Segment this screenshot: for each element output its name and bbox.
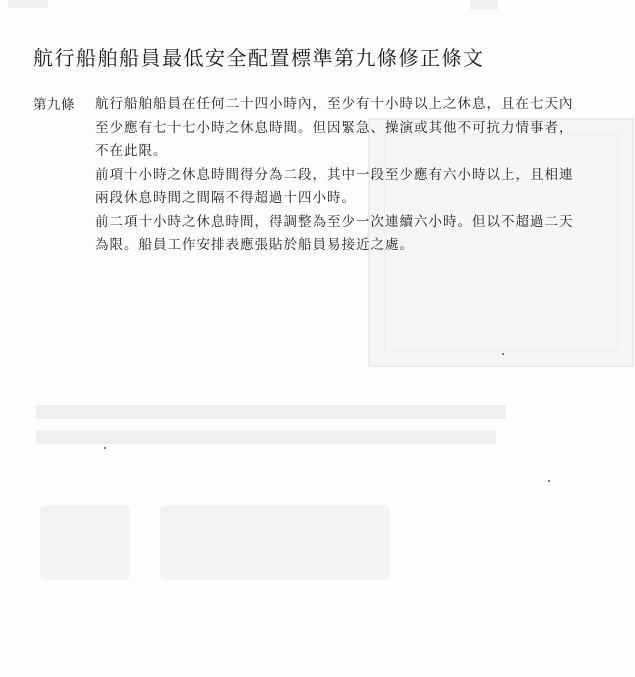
show-through-line bbox=[36, 405, 506, 419]
article-body bbox=[95, 93, 595, 258]
article-line: 前項十小時之休息時間得分為二段，其中一段至少應有六小時以上，且相連 bbox=[95, 166, 574, 183]
article-line: 不在此限。 bbox=[95, 143, 168, 159]
scan-mark bbox=[8, 0, 48, 8]
article-line: 前二項十小時之休息時間，得調整為至少一次連續六小時。但以不超過二天 bbox=[95, 213, 574, 230]
show-through-line bbox=[36, 430, 496, 444]
article-line: 至少應有七十七小時之休息時間。但因緊急、操演或其他不可抗力情事者， bbox=[95, 119, 574, 136]
scan-mark bbox=[470, 0, 498, 10]
document-title: 航行船舶船員最低安全配置標準第九條修正條文 bbox=[33, 46, 485, 70]
article-line: 航行船舶船員在任何二十四小時內，至少有十小時以上之休息，且在七天內 bbox=[95, 96, 574, 112]
scan-speck bbox=[104, 447, 106, 449]
signature-show-through bbox=[160, 505, 390, 580]
article-label: 第九條 bbox=[33, 97, 75, 113]
scan-speck bbox=[548, 480, 550, 482]
signature-show-through bbox=[40, 505, 130, 580]
scan-speck bbox=[502, 353, 504, 355]
article-line: 為限。船員工作安排表應張貼於船員易接近之處。 bbox=[95, 237, 414, 253]
article-line: 兩段休息時間之間隔不得超過十四小時。 bbox=[95, 190, 356, 206]
